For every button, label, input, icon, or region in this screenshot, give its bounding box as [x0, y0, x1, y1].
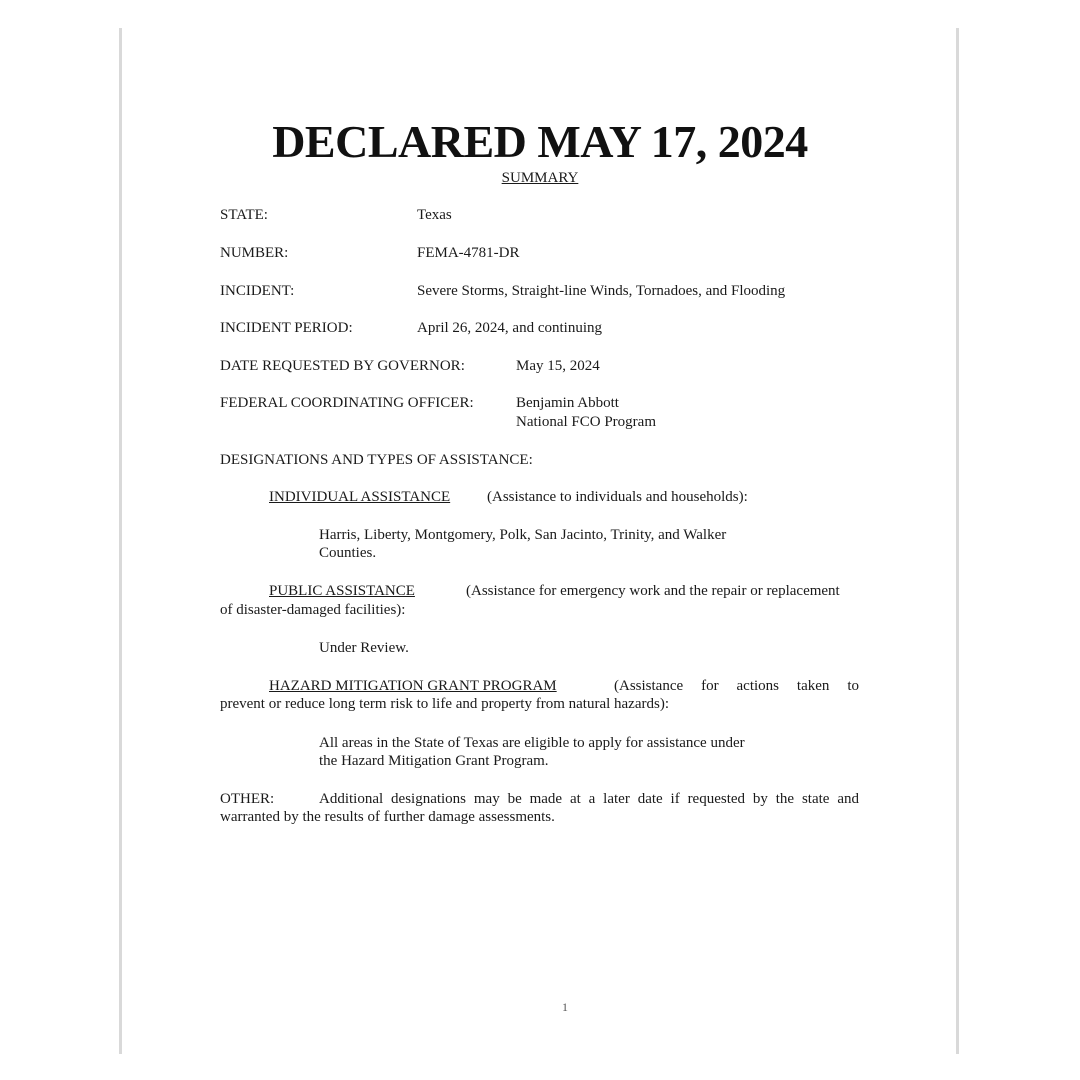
fco-label: FEDERAL COORDINATING OFFICER: [220, 395, 474, 411]
incident-period-label: INCIDENT PERIOD: [220, 320, 353, 336]
hm-desc-word: (Assistance [614, 678, 684, 694]
individual-assistance-counties-end: Counties. [319, 545, 377, 561]
individual-assistance-description: (Assistance to individuals and households): [487, 489, 748, 505]
hazard-mitigation-title: HAZARD MITIGATION GRANT PROGRAM [269, 678, 557, 694]
other-word: later [603, 791, 630, 807]
public-assistance-description-cont: of disaster-damaged facilities): [220, 602, 406, 618]
hazard-mitigation-description [614, 677, 859, 695]
other-word: and [837, 791, 859, 807]
other-word: may [473, 791, 500, 807]
other-word: designations [391, 791, 467, 807]
date-requested-label: DATE REQUESTED BY GOVERNOR: [220, 358, 465, 374]
public-assistance-description: (Assistance for emergency work and the repair or replacement [466, 583, 840, 599]
hm-desc-word: to [847, 678, 859, 694]
hazard-mitigation-eligibility: All areas in the State of Texas are eligible to apply for assistance under [319, 735, 745, 751]
other-word: requested [687, 791, 746, 807]
summary-heading: SUMMARY [501, 170, 579, 186]
other-word: at [569, 791, 581, 807]
incident-period-value: April 26, 2024, and continuing [417, 320, 602, 336]
hm-desc-word: for [701, 678, 719, 694]
other-word: a [588, 791, 596, 807]
other-text [319, 790, 859, 808]
hazard-mitigation-eligibility-end: the Hazard Mitigation Grant Program. [319, 753, 549, 769]
other-text-cont: warranted by the results of further damage assessments. [220, 809, 555, 825]
individual-assistance-title: INDIVIDUAL ASSISTANCE [269, 489, 451, 505]
date-requested-value: May 15, 2024 [516, 358, 600, 374]
other-word: if [670, 791, 680, 807]
other-word: state [801, 791, 830, 807]
other-word: the [775, 791, 795, 807]
hm-desc-word: actions [736, 678, 779, 694]
page-number: 1 [562, 1000, 568, 1014]
number-label: NUMBER: [220, 245, 289, 261]
number-value: FEMA-4781-DR [417, 245, 520, 261]
incident-label: INCIDENT: [220, 283, 295, 299]
public-assistance-title: PUBLIC ASSISTANCE [269, 583, 415, 599]
other-word: date [637, 791, 663, 807]
public-assistance-status: Under Review. [319, 640, 409, 656]
state-label: STATE: [220, 207, 268, 223]
hazard-mitigation-description-cont: prevent or reduce long term risk to life and property from natural hazards): [220, 696, 669, 712]
hm-desc-word: taken [796, 678, 830, 694]
other-word: made [529, 791, 563, 807]
other-word: Additional [319, 791, 384, 807]
fco-name: Benjamin Abbott [516, 395, 619, 411]
individual-assistance-counties: Harris, Liberty, Montgomery, Polk, San Jacinto, Trinity, and Walker [319, 527, 727, 543]
fco-program: National FCO Program [516, 414, 656, 430]
other-label: OTHER: [220, 791, 275, 807]
other-word: be [507, 791, 522, 807]
designations-heading: DESIGNATIONS AND TYPES OF ASSISTANCE: [220, 452, 533, 468]
state-value: Texas [417, 207, 452, 223]
other-word: by [752, 791, 768, 807]
headline: DECLARED MAY 17, 2024 [272, 116, 808, 167]
incident-value: Severe Storms, Straight-line Winds, Tornadoes, and Flooding [417, 283, 786, 299]
